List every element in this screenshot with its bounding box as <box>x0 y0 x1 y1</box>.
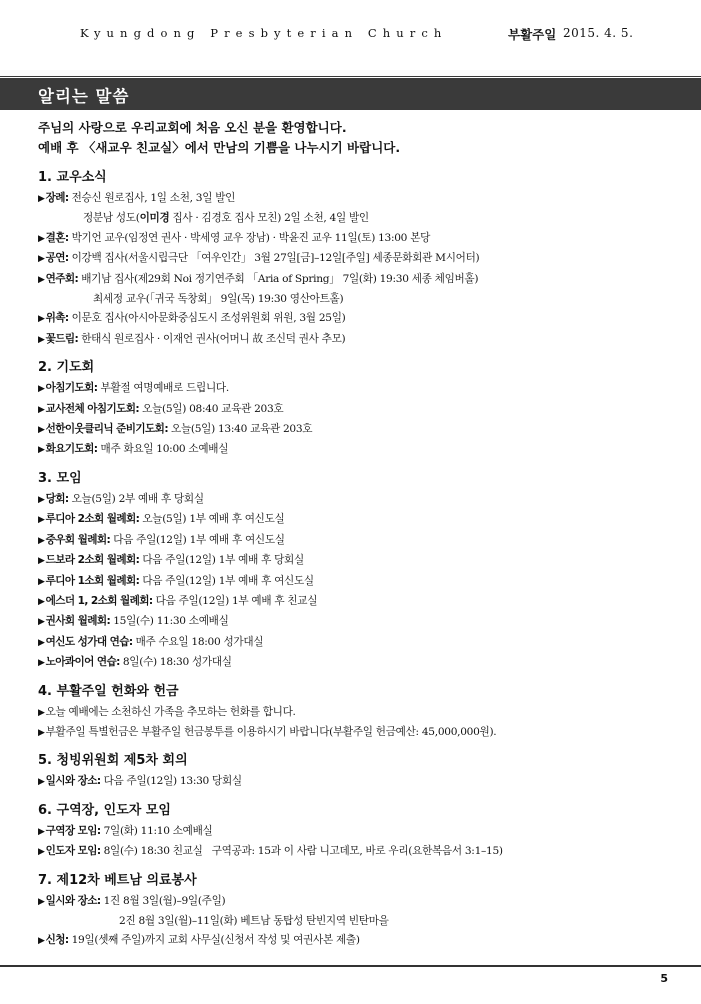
item-text: 오늘(5일) 2부 예배 후 당회실 <box>68 492 204 505</box>
bullet-arrow-icon: ▶ <box>38 936 45 947</box>
item-text: 다음 주일(12일) 1부 예배 후 여신도실 <box>110 533 285 546</box>
list-item <box>38 209 678 228</box>
bullet-arrow-icon: ▶ <box>38 727 45 738</box>
banner-title: 알리는 말씀 <box>38 87 130 106</box>
item-text: 이문호 집사(아시아문화중심도시 조성위원회 위원, 3월 25일) <box>68 312 346 325</box>
item-label: 장례: <box>45 192 69 204</box>
footer-divider <box>0 965 701 967</box>
section-title: 5. 청빙위원회 제5차 회의 <box>38 753 188 769</box>
bullet-arrow-icon: ▶ <box>38 826 45 837</box>
list-item <box>38 400 678 420</box>
item-text: 8일(수) 18:30 친교실 구역공과: 15과 이 사람 니고데모, 바로 우리(요한복음서 3:1–15) <box>100 845 503 858</box>
bullet-arrow-icon: ▶ <box>38 617 45 628</box>
item-text: 전승신 원로집사, 1일 소천, 3일 발인 <box>68 192 236 204</box>
item-label: 일시와 장소: <box>45 775 101 788</box>
item-label: 일시와 장소: <box>45 894 101 907</box>
bullet-arrow-icon: ▶ <box>38 445 45 456</box>
item-label: 꽃드림: <box>45 332 79 345</box>
section-title: 2. 기도회 <box>38 360 95 376</box>
item-text: 매주 화요일 10:00 소예배실 <box>97 443 229 456</box>
item-label: 선한이웃클리닉 준비기도회: <box>45 423 168 436</box>
item-label: 중우회 월례회: <box>45 533 111 546</box>
section-title: 7. 제12차 베트남 의료봉사 <box>38 872 197 888</box>
list-item <box>38 842 678 862</box>
item-label: 교사전체 아침기도회: <box>45 402 140 415</box>
list-item <box>38 772 678 792</box>
item-label: 에스더 1, 2소회 월례회: <box>45 594 153 607</box>
item-text: 박기언 교우(임정연 권사 · 박세영 교우 장남) · 박윤진 교우 11일(토) 13:00 본당 <box>68 231 431 244</box>
item-text: 다음 주일(12일) 13:30 당회실 <box>100 775 242 788</box>
bullet-arrow-icon: ▶ <box>38 194 45 204</box>
item-label: 당회: <box>45 492 69 505</box>
item-text: 1진 8월 3일(월)–9일(주일) <box>100 894 226 907</box>
item-text: 오늘 예배에는 소천하신 가족을 추모하는 헌화를 합니다. <box>45 705 296 718</box>
section-prayer-meetings <box>38 358 678 461</box>
item-text: 8일(수) 18:30 성가대실 <box>119 656 232 669</box>
item-text: 배기남 집사(제29회 Noi 정기연주회 「Aria of Spring」 7일(화) 19:30 세종 체임버홀) <box>78 272 479 285</box>
list-item <box>38 892 678 912</box>
bullet-arrow-icon: ▶ <box>38 384 45 395</box>
item-text: 부활주일 특별헌금은 부활주일 헌금봉투를 이용하시기 바랍니다(부활주일 헌금예산: 45,000,000원). <box>45 725 497 738</box>
item-label: 아침기도회: <box>45 382 98 395</box>
intro-line-1: 주님의 사랑으로 우리교회에 처음 오신 분을 환영합니다. <box>38 120 347 135</box>
bullet-arrow-icon: ▶ <box>38 596 45 607</box>
section-leaders-meeting <box>38 801 678 863</box>
list-item <box>38 703 678 723</box>
bullet-arrow-icon: ▶ <box>38 777 45 788</box>
bullet-arrow-icon: ▶ <box>38 637 45 648</box>
section-call-committee <box>38 751 678 792</box>
bullet-arrow-icon: ▶ <box>38 896 45 907</box>
item-text: 오늘(5일) 08:40 교육관 203호 <box>139 402 284 415</box>
list-item <box>38 653 678 673</box>
bullet-arrow-icon: ▶ <box>38 515 45 526</box>
item-label: 드보라 2소회 월례회: <box>45 554 140 567</box>
item-text: 2진 8월 3일(월)–11일(화) 베트남 동탑성 탄빈지역 빈탄마을 <box>119 914 389 927</box>
list-item <box>38 822 678 842</box>
item-text: 정분남 성도( <box>83 212 140 225</box>
item-text: 집사 · 김경호 집사 모친) 2일 소천, 4일 발인 <box>169 212 369 225</box>
bullet-arrow-icon: ▶ <box>38 576 45 587</box>
item-label: 위촉: <box>45 312 69 325</box>
list-item <box>38 270 678 290</box>
item-text: 한태식 원로집사 · 이재언 권사(어머니 故 조신덕 권사 추모) <box>78 332 346 345</box>
list-item <box>38 931 678 951</box>
section-member-news <box>38 168 678 350</box>
list-item <box>38 723 678 743</box>
bullet-arrow-icon: ▶ <box>38 254 45 265</box>
sunday-name: 부활주일 <box>508 27 557 42</box>
item-label: 구역장 모임: <box>45 824 101 837</box>
list-item <box>38 440 678 460</box>
item-text: 매주 수요일 18:00 성가대실 <box>132 635 264 648</box>
section-title: 6. 구역장, 인도자 모임 <box>38 802 171 818</box>
list-item <box>38 572 678 592</box>
list-item <box>38 249 678 269</box>
list-item <box>38 330 678 350</box>
bullet-arrow-icon: ▶ <box>38 274 45 285</box>
section-vietnam-mission <box>38 871 678 952</box>
item-text: 다음 주일(12일) 1부 예배 후 친교실 <box>152 594 318 607</box>
list-item <box>38 633 678 653</box>
item-label: 권사회 월례회: <box>45 615 111 628</box>
list-item <box>38 290 678 309</box>
section-banner <box>0 78 701 110</box>
section-meetings <box>38 469 678 674</box>
bullet-arrow-icon: ▶ <box>38 658 45 669</box>
intro-message <box>38 118 400 158</box>
list-item <box>38 309 678 329</box>
bullet-arrow-icon: ▶ <box>38 556 45 567</box>
highlight-name: 이미경 <box>139 212 170 225</box>
item-text: 최세정 교우(「귀국 독창회」 9일(목) 19:30 영산아트홀) <box>93 293 344 306</box>
item-label: 결혼: <box>45 231 69 244</box>
list-item <box>38 189 678 209</box>
item-label: 화요기도회: <box>45 443 98 456</box>
bullet-arrow-icon: ▶ <box>38 707 45 718</box>
bullet-arrow-icon: ▶ <box>38 314 45 325</box>
item-text: 오늘(5일) 13:40 교육관 203호 <box>167 423 313 436</box>
item-text: 19일(셋째 주일)까지 교회 사무실(신청서 작성 및 여권사본 제출) <box>68 934 360 947</box>
item-text: 이강백 집사(서울시립극단 「여우인간」 3월 27일[금]–12일[주일] 세종문화회관 M시어터) <box>68 252 480 265</box>
item-text: 부활절 여명예배로 드립니다. <box>97 382 229 395</box>
bullet-arrow-icon: ▶ <box>38 425 45 436</box>
item-text: 7일(화) 11:10 소예배실 <box>100 824 213 837</box>
item-text: 다음 주일(12일) 1부 예배 후 여신도실 <box>139 574 314 587</box>
banner-rule <box>0 76 701 77</box>
bullet-arrow-icon: ▶ <box>38 494 45 505</box>
section-title: 1. 교우소식 <box>38 170 107 185</box>
list-item <box>38 229 678 249</box>
item-label: 공연: <box>45 252 69 265</box>
announcements <box>38 168 678 960</box>
item-label: 여신도 성가대 연습: <box>45 635 133 648</box>
page-number: 5 <box>660 972 668 985</box>
intro-line-2: 예배 후 〈새교우 친교실〉에서 만남의 기쁨을 나누시기 바랍니다. <box>38 140 401 155</box>
list-item <box>38 551 678 571</box>
section-title: 4. 부활주일 헌화와 헌금 <box>38 683 179 699</box>
bullet-arrow-icon: ▶ <box>38 535 45 546</box>
item-text: 15일(수) 11:30 소예배실 <box>110 615 229 628</box>
list-item <box>38 510 678 530</box>
item-label: 신청: <box>45 934 69 947</box>
list-item <box>38 592 678 612</box>
church-name: Kyungdong Presbyterian Church <box>80 26 448 40</box>
list-item <box>38 912 678 931</box>
bullet-arrow-icon: ▶ <box>38 334 45 345</box>
list-item <box>38 612 678 632</box>
list-item <box>38 490 678 510</box>
item-label: 루디아 2소회 월례회: <box>45 513 140 526</box>
list-item <box>38 379 678 399</box>
bulletin-date: 2015. 4. 5. <box>563 26 634 40</box>
page-header <box>0 26 701 46</box>
section-easter-offering <box>38 682 678 744</box>
item-text: 다음 주일(12일) 1부 예배 후 당회실 <box>139 554 304 567</box>
item-text: 오늘(5일) 1부 예배 후 여신도실 <box>139 513 285 526</box>
list-item <box>38 531 678 551</box>
section-title: 3. 모임 <box>38 470 82 486</box>
item-label: 루디아 1소회 월례회: <box>45 574 140 587</box>
item-label: 연주회: <box>45 272 79 285</box>
bullet-arrow-icon: ▶ <box>38 847 45 858</box>
item-label: 인도자 모임: <box>45 845 101 858</box>
item-label: 노아콰이어 연습: <box>45 656 120 669</box>
bullet-arrow-icon: ▶ <box>38 404 45 415</box>
list-item <box>38 420 678 440</box>
bullet-arrow-icon: ▶ <box>38 233 45 244</box>
